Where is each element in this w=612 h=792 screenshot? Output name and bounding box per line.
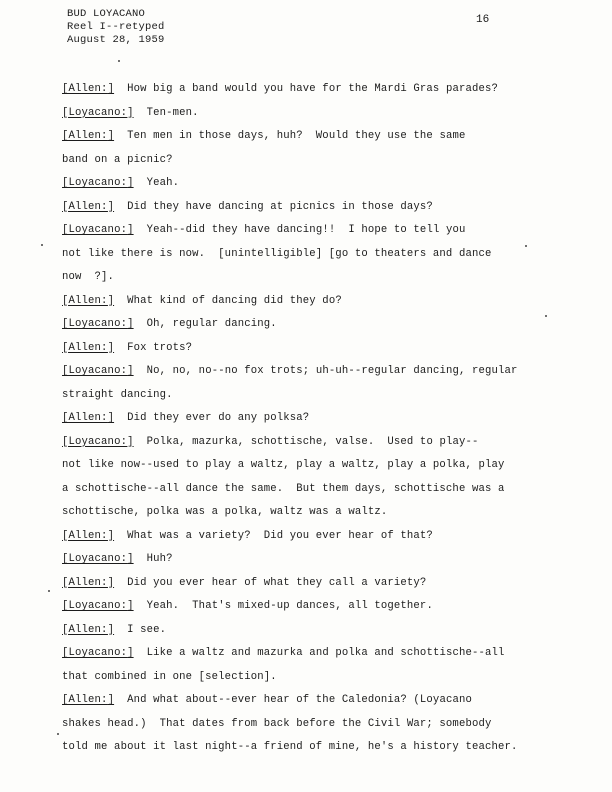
transcript-line [62, 360, 562, 384]
transcript-line [62, 149, 562, 173]
speaker-label: [ Loyacano: ] [62, 436, 134, 448]
scan-speck [57, 733, 59, 735]
dialogue-text: Did you ever hear of what they call a variety? [127, 576, 427, 589]
speaker-label: [ Allen: ] [62, 83, 114, 95]
scan-speck [48, 590, 50, 592]
scan-speck [525, 245, 527, 247]
dialogue-text: What kind of dancing did they do? [127, 294, 342, 307]
dialogue-text: Ten men in those days, huh? Would they use the same [127, 130, 466, 142]
speaker-label: [ Allen: ] [62, 694, 114, 706]
dialogue-text: that combined in one [selection]. [62, 670, 277, 683]
transcript-line [62, 243, 562, 267]
transcript-line [62, 642, 562, 666]
dialogue-text: Polka, mazurka, schottische, valse. Used to play-- [146, 435, 479, 448]
transcript-line [62, 219, 562, 243]
dialogue-text: Yeah. [146, 177, 180, 189]
transcript-line [62, 313, 562, 337]
transcript-line [62, 407, 562, 431]
interview-date: August 28, 1959 [67, 34, 165, 46]
dialogue-text: not like there is now. [unintelligible] [go to theaters and dance [62, 247, 492, 260]
speaker-label: [ Allen: ] [62, 201, 114, 213]
interviewee-name: BUD LOYACANO [67, 8, 146, 20]
dialogue-text: Oh, regular dancing. [146, 318, 277, 330]
dialogue-text: No, no, no--no fox trots; uh-uh--regular dancing, regular [146, 365, 518, 377]
transcript-line [62, 337, 562, 361]
dialogue-text: told me about it last night--a friend of mine, he's a history teacher. [62, 741, 518, 753]
transcript-line [62, 713, 562, 737]
transcript-line [62, 172, 562, 196]
speaker-label: [ Loyacano: ] [62, 177, 134, 189]
transcript-body [62, 78, 562, 760]
dialogue-text: Ten-men. [146, 106, 199, 119]
speaker-label: [ Allen: ] [62, 342, 114, 354]
dialogue-text: I see. [127, 623, 167, 636]
speaker-label: [ Allen: ] [62, 130, 114, 142]
transcript-line [62, 595, 562, 619]
reel-label: Reel I--retyped [67, 21, 165, 33]
page-number: 16 [476, 14, 490, 26]
dialogue-text: band on a picnic? [62, 153, 173, 166]
transcript-line [62, 431, 562, 455]
transcript-line [62, 102, 562, 126]
dialogue-text: Like a waltz and mazurka and polka and schottische--all [146, 647, 505, 659]
transcript-line [62, 78, 562, 102]
transcript-line [62, 525, 562, 549]
dialogue-text: And what about--ever hear of the Caledonia? (Loyacano [127, 694, 472, 706]
speaker-label: [ Loyacano: ] [62, 318, 134, 330]
transcript-line [62, 548, 562, 572]
transcript-line [62, 619, 562, 643]
dialogue-text: Yeah. That's mixed-up dances, all together. [146, 600, 433, 612]
dialogue-text: now ?]. [62, 271, 115, 283]
transcript-line [62, 454, 562, 478]
dialogue-text: schottische, polka was a polka, waltz was a waltz. [62, 506, 388, 518]
scan-speck [118, 60, 120, 62]
speaker-label: [ Loyacano: ] [62, 600, 134, 612]
scan-speck [41, 244, 43, 246]
speaker-label: [ Loyacano: ] [62, 224, 134, 236]
dialogue-text: What was a variety? Did you ever hear of that? [127, 529, 433, 542]
speaker-label: [ Loyacano: ] [62, 365, 134, 377]
dialogue-text: shakes head.) That dates from back before the Civil War; somebody [62, 717, 492, 730]
transcript-line [62, 290, 562, 314]
dialogue-text: Yeah--did they have dancing!! I hope to tell you [146, 224, 466, 236]
transcript-line [62, 384, 562, 408]
transcript-line [62, 478, 562, 502]
dialogue-text: not like now--used to play a waltz, play a waltz, play a polka, play [62, 459, 505, 471]
dialogue-text: Did they have dancing at picnics in those days? [127, 200, 433, 213]
speaker-label: [ Allen: ] [62, 577, 114, 589]
transcript-line [62, 572, 562, 596]
dialogue-text: a schottische--all dance the same. But them days, schottische was a [62, 482, 505, 495]
dialogue-text: Did they ever do any polksa? [127, 412, 310, 424]
transcript-line [62, 501, 562, 525]
scan-speck [545, 315, 547, 317]
dialogue-text: Fox trots? [127, 341, 193, 354]
transcript-line [62, 266, 562, 290]
speaker-label: [ Loyacano: ] [62, 107, 134, 119]
transcript-line [62, 736, 562, 760]
speaker-label: [ Loyacano: ] [62, 647, 134, 659]
speaker-label: [ Loyacano: ] [62, 553, 134, 565]
transcript-line [62, 196, 562, 220]
speaker-label: [ Allen: ] [62, 412, 114, 424]
page-header [67, 8, 165, 47]
speaker-label: [ Allen: ] [62, 530, 114, 542]
speaker-label: [ Allen: ] [62, 624, 114, 636]
dialogue-text: Huh? [146, 553, 173, 565]
dialogue-text: straight dancing. [62, 388, 173, 401]
dialogue-text: How big a band would you have for the Mardi Gras parades? [127, 83, 499, 95]
transcript-line [62, 125, 562, 149]
speaker-label: [ Allen: ] [62, 295, 114, 307]
transcript-line [62, 689, 562, 713]
transcript-line [62, 666, 562, 690]
